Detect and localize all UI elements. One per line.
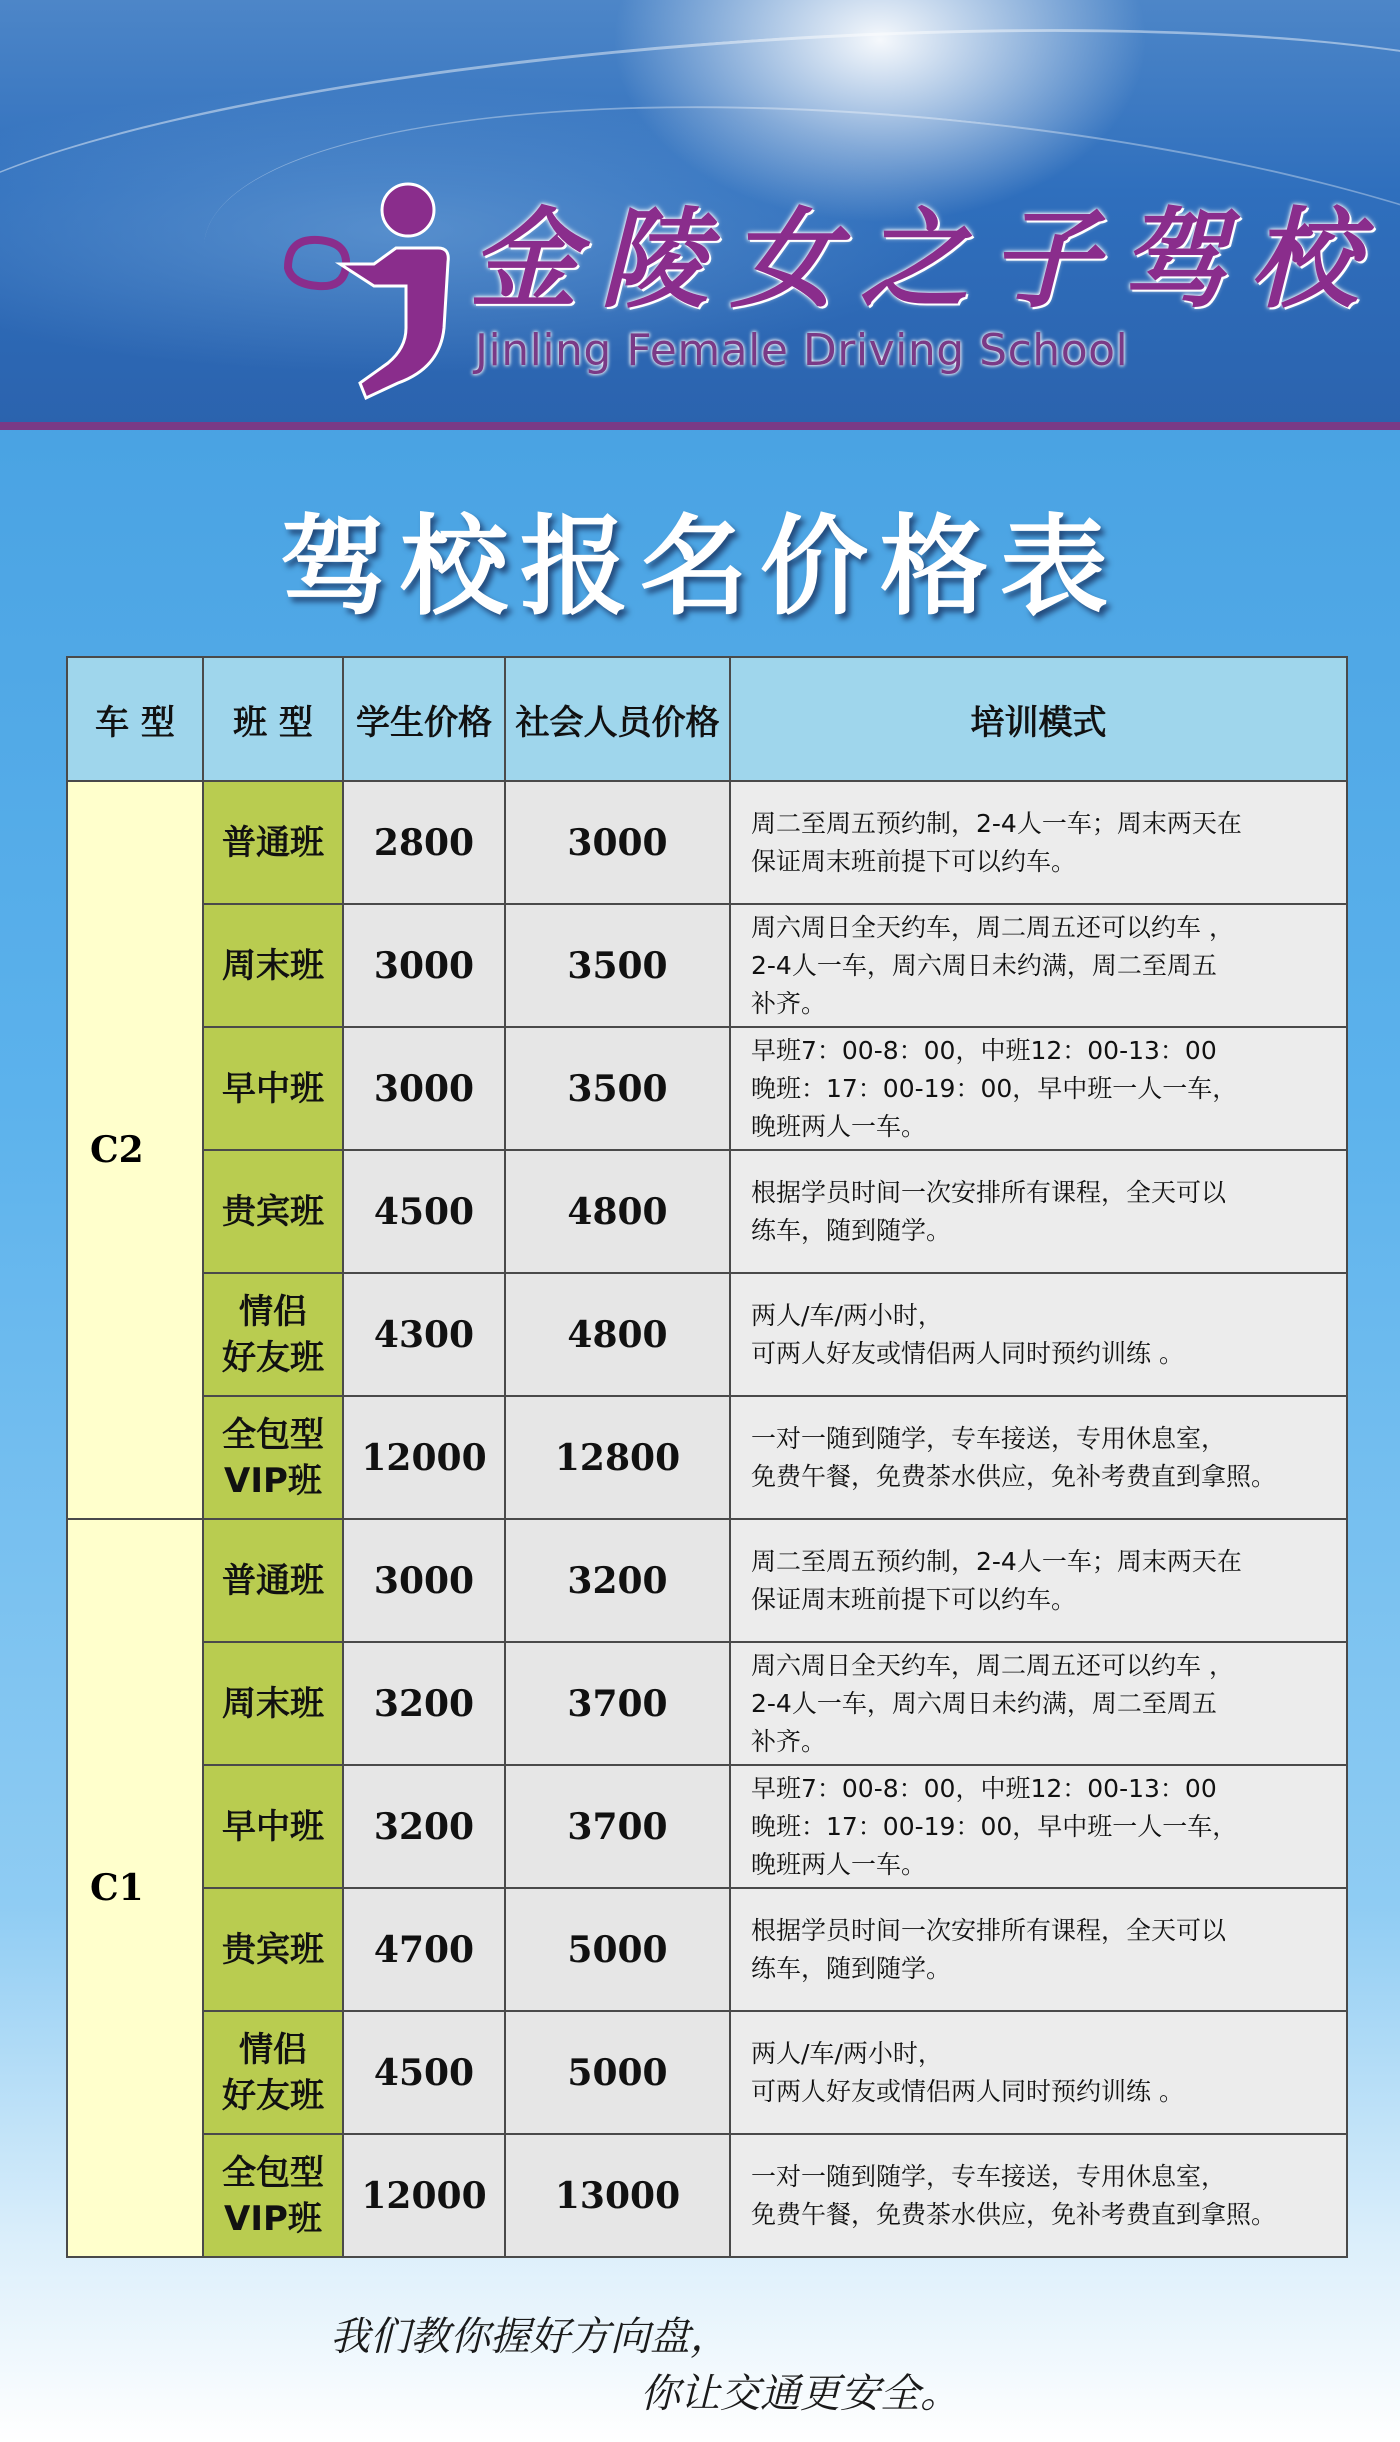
table-row	[67, 1150, 1347, 1273]
table-row	[67, 1519, 1347, 1642]
class-cell: 情侣 好友班	[203, 2011, 343, 2134]
table-row	[67, 1642, 1347, 1765]
header-divider	[0, 422, 1400, 430]
table-row	[67, 2011, 1347, 2134]
training-mode-cell: 早班7：00-8：00，中班12：00-13：00 晚班：17：00-19：00，早中班一人一车， 晚班两人一车。	[730, 1027, 1347, 1150]
training-mode-cell: 周六周日全天约车，周二周五还可以约车 ， 2-4人一车，周六周日未约满，周二至周五 补齐。	[730, 1642, 1347, 1765]
social-price-cell: 13000	[505, 2134, 730, 2257]
class-cell: 贵宾班	[203, 1888, 343, 2011]
class-cell: 贵宾班	[203, 1150, 343, 1273]
training-mode-cell: 两人/车/两小时， 可两人好友或情侣两人同时预约训练 。	[730, 2011, 1347, 2134]
social-price-cell: 4800	[505, 1273, 730, 1396]
table-row	[67, 2134, 1347, 2257]
col-header-car-type: 车 型	[67, 657, 203, 781]
table-row	[67, 1765, 1347, 1888]
student-price-cell: 12000	[343, 2134, 505, 2257]
social-price-cell: 3200	[505, 1519, 730, 1642]
student-price-cell: 3000	[343, 1027, 505, 1150]
class-cell: 周末班	[203, 1642, 343, 1765]
training-mode-cell: 早班7：00-8：00，中班12：00-13：00 晚班：17：00-19：00，早中班一人一车， 晚班两人一车。	[730, 1765, 1347, 1888]
social-price-cell: 3700	[505, 1765, 730, 1888]
student-price-cell: 4500	[343, 1150, 505, 1273]
class-cell: 情侣 好友班	[203, 1273, 343, 1396]
class-cell: 早中班	[203, 1027, 343, 1150]
training-mode-cell: 根据学员时间一次安排所有课程，全天可以 练车，随到随学。	[730, 1150, 1347, 1273]
price-table	[66, 656, 1348, 2258]
class-cell: 周末班	[203, 904, 343, 1027]
col-header-student-price: 学生价格	[343, 657, 505, 781]
student-price-cell: 3000	[343, 1519, 505, 1642]
slogan-line-1: 我们教你握好方向盘，	[330, 2314, 730, 2360]
table-row	[67, 781, 1347, 904]
brand-name-en: Jinling Female Driving School	[475, 325, 1129, 376]
col-header-social-price: 社会人员价格	[505, 657, 730, 781]
training-mode-cell: 周二至周五预约制，2-4人一车；周末两天在 保证周末班前提下可以约车。	[730, 1519, 1347, 1642]
social-price-cell: 3500	[505, 1027, 730, 1150]
social-price-cell: 3500	[505, 904, 730, 1027]
student-price-cell: 3200	[343, 1642, 505, 1765]
student-price-cell: 2800	[343, 781, 505, 904]
table-header-row	[67, 657, 1347, 781]
table-row	[67, 1888, 1347, 2011]
social-price-cell: 5000	[505, 2011, 730, 2134]
training-mode-cell: 周二至周五预约制，2-4人一车；周末两天在 保证周末班前提下可以约车。	[730, 781, 1347, 904]
training-mode-cell: 一对一随到随学，专车接送，专用休息室， 免费午餐，免费茶水供应，免补考费直到拿照。	[730, 2134, 1347, 2257]
social-price-cell: 12800	[505, 1396, 730, 1519]
student-price-cell: 3000	[343, 904, 505, 1027]
class-cell: 全包型 VIP班	[203, 2134, 343, 2257]
table-row	[67, 1273, 1347, 1396]
table-row	[67, 904, 1347, 1027]
logo-icon	[278, 178, 478, 403]
training-mode-cell: 根据学员时间一次安排所有课程，全天可以 练车，随到随学。	[730, 1888, 1347, 2011]
class-cell: 普通班	[203, 1519, 343, 1642]
brand-name-cn: 金陵女之子驾校	[470, 197, 1381, 323]
social-price-cell: 4800	[505, 1150, 730, 1273]
class-cell: 全包型 VIP班	[203, 1396, 343, 1519]
col-header-class-type: 班 型	[203, 657, 343, 781]
student-price-cell: 12000	[343, 1396, 505, 1519]
social-price-cell: 5000	[505, 1888, 730, 2011]
car-type-cell: C2	[67, 781, 203, 1519]
student-price-cell: 4300	[343, 1273, 505, 1396]
car-type-cell: C1	[67, 1519, 203, 2257]
student-price-cell: 4500	[343, 2011, 505, 2134]
table-row	[67, 1396, 1347, 1519]
social-price-cell: 3000	[505, 781, 730, 904]
header-banner	[0, 0, 1400, 425]
training-mode-cell: 两人/车/两小时， 可两人好友或情侣两人同时预约训练 。	[730, 1273, 1347, 1396]
class-cell: 早中班	[203, 1765, 343, 1888]
col-header-training-mode: 培训模式	[730, 657, 1347, 781]
social-price-cell: 3700	[505, 1642, 730, 1765]
slogan-line-2: 你让交通更安全。	[640, 2371, 960, 2417]
student-price-cell: 3200	[343, 1765, 505, 1888]
training-mode-cell: 一对一随到随学，专车接送，专用休息室， 免费午餐，免费茶水供应，免补考费直到拿照。	[730, 1396, 1347, 1519]
page-title: 驾校报名价格表	[279, 505, 1120, 630]
class-cell: 普通班	[203, 781, 343, 904]
training-mode-cell: 周六周日全天约车，周二周五还可以约车 ， 2-4人一车，周六周日未约满，周二至周五 补齐。	[730, 904, 1347, 1027]
table-row	[67, 1027, 1347, 1150]
student-price-cell: 4700	[343, 1888, 505, 2011]
